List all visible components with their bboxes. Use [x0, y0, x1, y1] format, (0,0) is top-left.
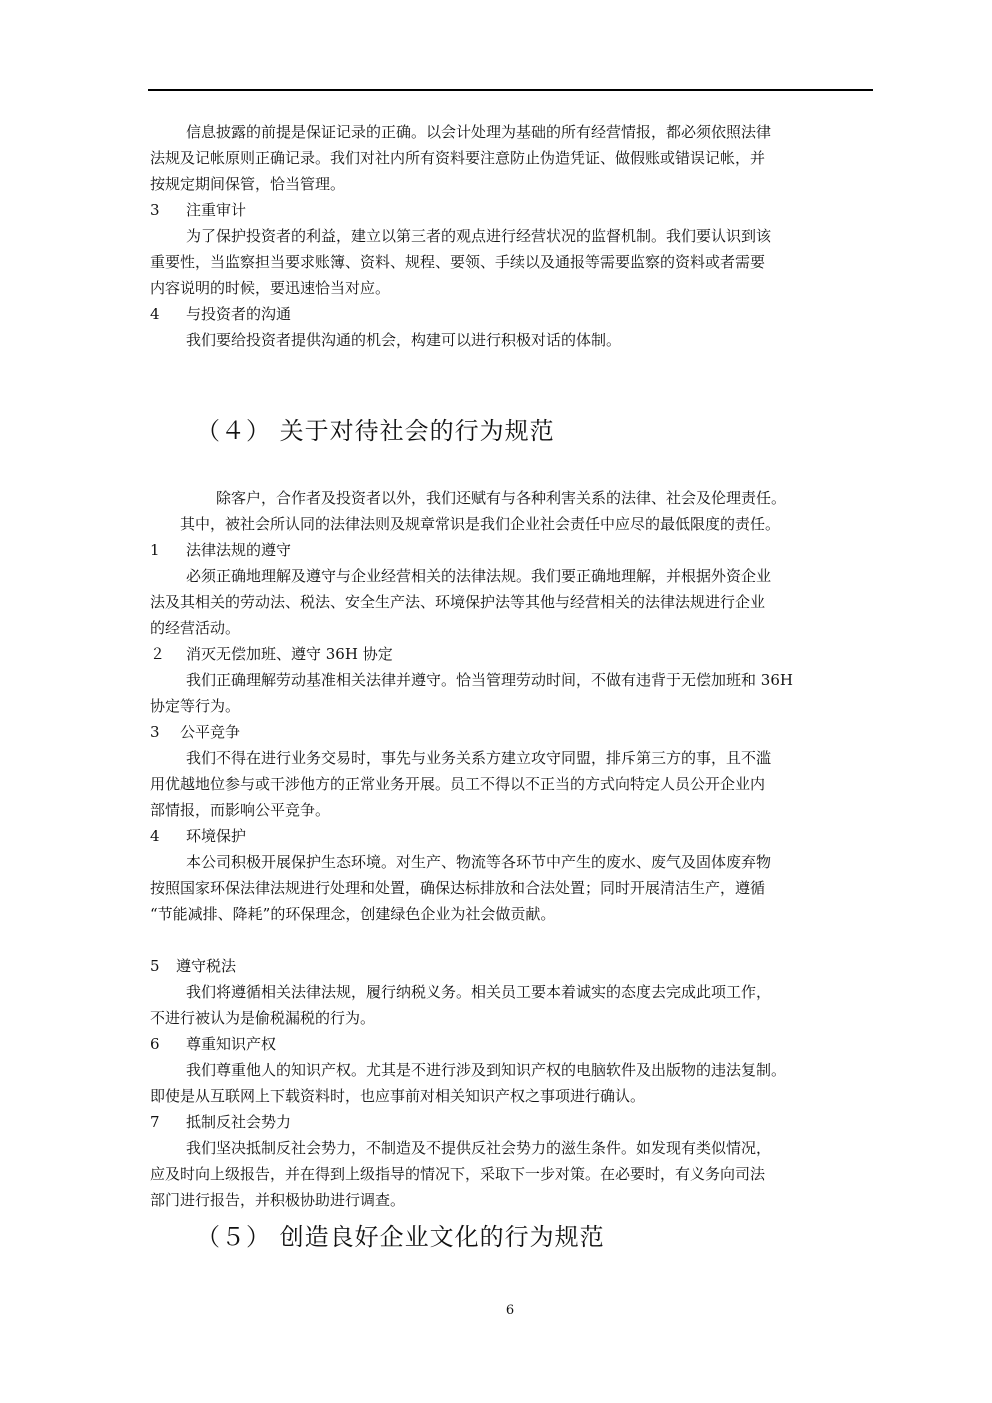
item-number: 4 [150, 827, 160, 845]
paragraph-line: 重要性，当监察担当要求账簿、资料、规程、要领、手续以及通报等需要监察的资料或者需要 [150, 253, 766, 271]
item-title: 公平竞争 [180, 723, 241, 741]
paragraph-line: 的经营活动。 [150, 619, 241, 637]
paragraph-line: 用优越地位参与或干涉他方的正常业务开展。员工不得以不正当的方式向特定人员公开企业内 [150, 775, 766, 793]
paragraph-line: 部情报，而影响公平竞争。 [150, 801, 331, 819]
intro-line: 除客户，合作者及投资者以外，我们还赋有与各种利害关系的法律、社会及伦理责任。 [216, 489, 787, 507]
paragraph-line: 法及其相关的劳动法、税法、安全生产法、环境保护法等其他与经营相关的法律法规进行企业 [150, 593, 766, 611]
paragraph-line: 我们将遵循相关法律法规，履行纳税义务。相关员工要本着诚实的态度去完成此项工作， [186, 983, 772, 1001]
paragraph-line: 我们要给投资者提供沟通的机会，构建可以进行积极对话的体制。 [186, 331, 622, 349]
paragraph-line: 我们尊重他人的知识产权。尤其是不进行涉及到知识产权的电脑软件及出版物的违法复制。 [186, 1061, 787, 1079]
item-title: 法律法规的遵守 [186, 541, 292, 559]
paragraph-line: 内容说明的时候，要迅速恰当对应。 [150, 279, 391, 297]
item-title: 消灭无偿加班、遵守 36H 协定 [186, 645, 393, 663]
item-number: 3 [150, 201, 160, 219]
paragraph-line: 法规及记帐原则正确记录。我们对社内所有资料要注意防止伪造凭证、做假账或错误记帐，并 [150, 149, 766, 167]
paragraph-line: 部门进行报告，并积极协助进行调查。 [150, 1191, 406, 1209]
paragraph-line: 必须正确地理解及遵守与企业经营相关的法律法规。我们要正确地理解，并根据外资企业 [186, 567, 772, 585]
section-heading: （４） 关于对待社会的行为规范 [196, 417, 555, 445]
item-number: 1 [150, 541, 160, 559]
section-heading: （５） 创造良好企业文化的行为规范 [196, 1223, 605, 1251]
page-number: 6 [505, 1303, 515, 1318]
paragraph-line: 不进行被认为是偷税漏税的行为。 [150, 1009, 376, 1027]
item-title: 环境保护 [186, 827, 247, 845]
paragraph-line: 即使是从互联网上下载资料时，也应事前对相关知识产权之事项进行确认。 [150, 1087, 646, 1105]
item-number: 3 [150, 723, 160, 741]
item-number: 5 [150, 957, 160, 975]
header-rule [148, 89, 873, 91]
item-title: 与投资者的沟通 [186, 305, 292, 323]
item-number: 7 [150, 1113, 160, 1131]
paragraph-line: 按照国家环保法律法规进行处理和处置，确保达标排放和合法处置；同时开展清洁生产，遵循 [150, 879, 766, 897]
paragraph-line: 我们不得在进行业务交易时，事先与业务关系方建立攻守同盟，排斥第三方的事，且不滥 [186, 749, 772, 767]
paragraph-line: 按规定期间保管，恰当管理。 [150, 175, 346, 193]
item-number: ２ [150, 645, 166, 663]
paragraph-line: 协定等行为。 [150, 697, 241, 715]
item-title: 遵守税法 [176, 957, 237, 975]
paragraph-line: 为了保护投资者的利益，建立以第三者的观点进行经营状况的监督机制。我们要认识到该 [186, 227, 772, 245]
item-number: 6 [150, 1035, 160, 1053]
item-title: 注重审计 [186, 201, 247, 219]
paragraph-line: 我们坚决抵制反社会势力，不制造及不提供反社会势力的滋生条件。如发现有类似情况， [186, 1139, 772, 1157]
item-title: 尊重知识产权 [186, 1035, 277, 1053]
paragraph-line: 我们正确理解劳动基准相关法律并遵守。恰当管理劳动时间，不做有违背于无偿加班和 36H [186, 671, 793, 689]
item-title: 抵制反社会势力 [186, 1113, 292, 1131]
paragraph-line: 应及时向上级报告，并在得到上级指导的情况下，采取下一步对策。在必要时，有义务向司法 [150, 1165, 766, 1183]
intro-line: 其中，被社会所认同的法律法则及规章常识是我们企业社会责任中应尽的最低限度的责任。 [180, 515, 781, 533]
item-number: 4 [150, 305, 160, 323]
paragraph-line: 本公司积极开展保护生态环境。对生产、物流等各环节中产生的废水、废气及固体废弃物 [186, 853, 772, 871]
paragraph-line: “节能减排、降耗”的环保理念，创建绿色企业为社会做贡献。 [150, 905, 556, 923]
paragraph-line: 信息披露的前提是保证记录的正确。以会计处理为基础的所有经营情报，都必须依照法律 [186, 123, 772, 141]
